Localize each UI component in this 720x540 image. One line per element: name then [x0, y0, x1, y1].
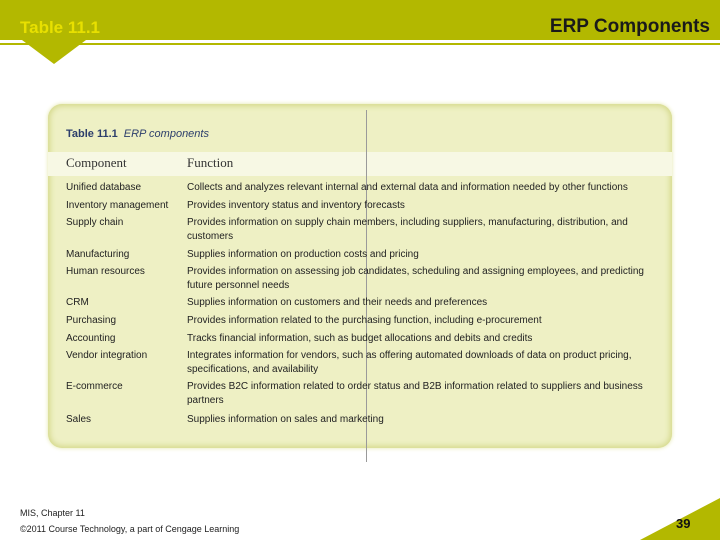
row-component: E-commerce [66, 381, 123, 392]
slide-label: Table 11.1 [20, 18, 101, 37]
row-function: Provides inventory status and inventory forecasts [187, 200, 405, 211]
table-header-band [48, 152, 672, 176]
row-component: Inventory management [66, 200, 169, 211]
page-number: 39 [676, 516, 691, 531]
table-caption-text: ERP components [123, 128, 209, 140]
row-function: Provides information on assessing job candidates, scheduling and assigning employees, and predicting future personnel needs [187, 266, 644, 291]
header-tab-triangle [22, 40, 86, 64]
row-component: CRM [66, 297, 89, 308]
row-component: Human resources [66, 266, 145, 277]
row-function: Supplies information on customers and their needs and preferences [187, 297, 488, 308]
row-function: Provides information related to the purchasing function, including e-procurement [187, 315, 542, 326]
row-component: Supply chain [66, 217, 124, 228]
slide-title: ERP Components [549, 16, 710, 37]
row-component: Sales [66, 414, 92, 425]
row-function: Tracks financial information, such as budget allocations and debits and credits [187, 333, 533, 344]
row-component: Vendor integration [66, 350, 148, 361]
row-component: Unified database [66, 182, 142, 193]
footer-chapter: MIS, Chapter 11 [20, 508, 85, 518]
footer-copyright: ©2011 Course Technology, a part of Cengage Learning [20, 524, 240, 534]
row-component: Purchasing [66, 315, 117, 326]
column-header-component: Component [66, 155, 127, 170]
header-divider-line [0, 43, 720, 45]
row-function: Integrates information for vendors, such as offering automated downloads of data on product pricing, specifications, and availability [187, 350, 632, 375]
row-function: Supplies information on production costs and pricing [187, 249, 419, 260]
table-caption [66, 128, 209, 140]
column-header-function: Function [187, 155, 234, 170]
row-component: Manufacturing [66, 249, 130, 260]
row-component: Accounting [66, 333, 116, 344]
row-function: Collects and analyzes relevant internal and external data and information needed by other functions [187, 182, 628, 193]
row-function: Supplies information on sales and marketing [187, 414, 384, 425]
row-function: Provides B2C information related to order status and B2B information related to suppliers and business partners [187, 381, 643, 406]
table-caption-number: Table 11.1 [66, 128, 118, 140]
row-function: Provides information on supply chain members, including suppliers, manufacturing, distribution, and customers [187, 217, 628, 242]
